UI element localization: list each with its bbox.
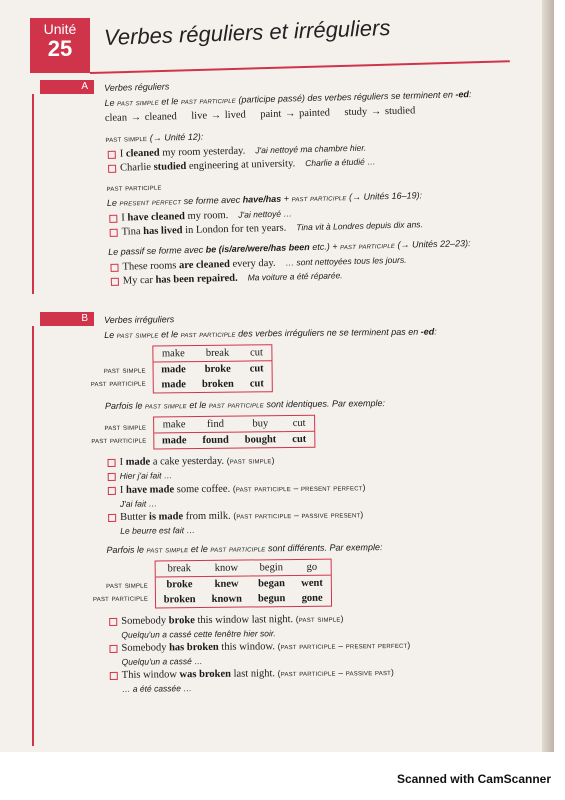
table-cell: make bbox=[154, 417, 195, 433]
text: Parfois le bbox=[104, 400, 143, 411]
term: past participle bbox=[180, 94, 237, 107]
translation: Charlie a étudié … bbox=[305, 156, 376, 169]
text: Somebody bbox=[121, 615, 167, 627]
text: et le bbox=[161, 96, 179, 107]
table-cell: cut bbox=[284, 416, 314, 432]
section-a-tab: A bbox=[40, 80, 94, 94]
section-b-heading: Verbes irréguliers bbox=[104, 314, 175, 325]
tense-tag: (past participle – passive past) bbox=[277, 666, 395, 679]
irregular-table-2-block bbox=[91, 413, 525, 451]
text: my room yesterday. bbox=[162, 145, 246, 159]
text: every day. bbox=[232, 257, 276, 270]
term: past participle bbox=[339, 239, 396, 252]
row-label-past-simple: past simple bbox=[103, 364, 146, 375]
verb: made bbox=[125, 456, 151, 468]
tense-tag: (past participle – present perfect) bbox=[277, 639, 411, 652]
table-cell: know bbox=[203, 560, 250, 576]
irregular-table-3 bbox=[154, 559, 332, 609]
table-cell: buy bbox=[237, 416, 285, 432]
table-cell: known bbox=[211, 593, 242, 605]
section-b-intro: Le past simple et le past participle des verbes irréguliers ne se terminent pas en -ed: bbox=[104, 326, 437, 340]
row-label-past-participle: past participle bbox=[92, 592, 149, 603]
section-b-content bbox=[90, 310, 528, 696]
table-cell: broken bbox=[201, 378, 234, 390]
term: past simple bbox=[146, 544, 189, 555]
unit-ref: (→ Unité 12): bbox=[149, 131, 204, 143]
text: sont identiques. Par exemple: bbox=[266, 398, 386, 410]
text: in London for ten years. bbox=[185, 222, 287, 237]
table-cell: made bbox=[161, 435, 187, 447]
table-cell: broke bbox=[204, 363, 231, 375]
table-cell: made bbox=[161, 379, 186, 391]
unit-badge bbox=[30, 18, 90, 73]
unit-ref: (→ Unités 16–19): bbox=[348, 190, 423, 203]
table-cell: make bbox=[153, 346, 194, 362]
text: These rooms bbox=[122, 260, 177, 273]
table-cell: cut bbox=[241, 345, 271, 361]
table-cell: find bbox=[194, 417, 236, 433]
text: last night. bbox=[233, 668, 276, 680]
table-cell: went bbox=[301, 577, 323, 589]
arrow: → bbox=[210, 110, 222, 122]
translation: J'ai nettoyé ma chambre hier. bbox=[255, 142, 367, 156]
tense-tag: (past simple) bbox=[226, 455, 275, 466]
irregular-table-1-block bbox=[90, 342, 524, 395]
table-cell: made bbox=[161, 364, 186, 376]
text: from milk. bbox=[185, 510, 231, 523]
section-a-heading: Verbes réguliers bbox=[104, 81, 170, 93]
term: past participle bbox=[291, 192, 347, 204]
row-label-past-participle: past participle bbox=[91, 434, 147, 445]
text: Butter bbox=[120, 511, 147, 523]
tense-tag: (past participle – passive present) bbox=[233, 509, 364, 521]
table-cell: begun bbox=[257, 593, 286, 605]
table-cell: bought bbox=[244, 434, 277, 446]
arrow: → bbox=[130, 112, 142, 124]
verb: has lived bbox=[143, 225, 183, 238]
translation: J'ai nettoyé … bbox=[238, 208, 293, 220]
text: se forme avec bbox=[183, 194, 241, 207]
translation: Quelqu'un a cassé … bbox=[121, 655, 203, 667]
row-label-past-participle: past participle bbox=[90, 377, 146, 388]
text: et le bbox=[161, 329, 179, 340]
text: et le bbox=[190, 543, 208, 555]
verb-past: lived bbox=[224, 109, 246, 122]
translation: Ma voiture a été réparée. bbox=[247, 270, 343, 283]
text: sont différents. Par exemple: bbox=[267, 542, 383, 554]
translation: Hier j'ai fait … bbox=[106, 466, 526, 483]
unit-ref: (→ Unités 22–23): bbox=[397, 238, 471, 250]
table-cell: broke bbox=[166, 579, 193, 591]
table-cell: gone bbox=[301, 592, 323, 604]
translation: Le beurre est fait … bbox=[120, 525, 195, 536]
text: this window last night. bbox=[197, 614, 294, 627]
row-labels bbox=[91, 420, 146, 447]
term: past simple bbox=[144, 400, 187, 411]
translation: Quelqu'un a cassé cette fenêtre hier soir. bbox=[121, 628, 276, 640]
irregular-table-1 bbox=[152, 344, 273, 393]
text: etc.) + bbox=[312, 241, 338, 252]
camscanner-watermark: Scanned with CamScanner bbox=[396, 772, 551, 786]
verb-base: study bbox=[344, 106, 368, 119]
text: (participe passé) des verbes réguliers se terminent en bbox=[238, 89, 454, 105]
verb-base: clean bbox=[104, 112, 128, 124]
verb: cleaned bbox=[125, 147, 160, 160]
text: Le bbox=[104, 329, 115, 340]
text: Tina bbox=[121, 226, 141, 238]
verb: studied bbox=[153, 161, 187, 173]
verb-past: cleaned bbox=[144, 111, 177, 124]
text: I bbox=[121, 212, 125, 224]
term: past simple bbox=[116, 329, 159, 340]
suffix: -ed bbox=[420, 326, 435, 337]
verb: have made bbox=[125, 484, 175, 496]
verb-base: paint bbox=[260, 108, 282, 121]
suffix: -ed bbox=[455, 89, 470, 100]
text: I bbox=[119, 484, 124, 496]
text: Le bbox=[106, 197, 118, 208]
text: Parfois le bbox=[106, 544, 145, 555]
text: This window bbox=[121, 669, 177, 681]
verb: are cleaned bbox=[178, 258, 231, 272]
verb-past: painted bbox=[298, 107, 331, 120]
section-b-tab: B bbox=[40, 312, 94, 326]
table-cell: go bbox=[293, 560, 331, 576]
past-participle-label: past participle bbox=[106, 181, 162, 193]
verb: broke bbox=[168, 615, 195, 627]
text: des verbes irréguliers ne se terminent pas en bbox=[238, 326, 419, 339]
tense-tag: (past simple) bbox=[295, 613, 344, 625]
plus: + bbox=[283, 193, 290, 204]
text: my room. bbox=[187, 210, 229, 222]
page-title: Verbes réguliers et irréguliers bbox=[103, 15, 391, 50]
table-cell: broken bbox=[163, 594, 196, 606]
page-curl-edge bbox=[542, 0, 554, 752]
section-a-content bbox=[104, 72, 529, 289]
table-cell: cut bbox=[249, 378, 264, 390]
text: a cake yesterday. bbox=[152, 455, 225, 468]
term: past simple bbox=[105, 132, 148, 144]
arrow: → bbox=[370, 106, 382, 118]
text: My car bbox=[122, 274, 154, 287]
row-label-past-simple: past simple bbox=[106, 579, 148, 590]
text: I bbox=[119, 148, 124, 160]
tense-tag: (past participle – present perfect) bbox=[232, 482, 366, 494]
section-a-margin-line bbox=[32, 94, 34, 294]
verb-past: studied bbox=[384, 105, 416, 118]
term: present perfect bbox=[119, 196, 182, 208]
arrow: → bbox=[284, 108, 296, 120]
text: I bbox=[119, 456, 124, 468]
table-cell: break bbox=[155, 561, 203, 577]
translation: J'ai fait … bbox=[119, 498, 158, 509]
verb: have cleaned bbox=[127, 211, 186, 224]
irregular-table-3-block bbox=[93, 557, 527, 610]
translation: … sont nettoyées tous les jours. bbox=[285, 254, 407, 268]
text: et le bbox=[189, 399, 207, 411]
table-cell: cut bbox=[292, 433, 307, 446]
text: some coffee. bbox=[176, 483, 231, 496]
unit-word: Unité bbox=[43, 21, 77, 37]
verb: is made bbox=[148, 511, 184, 523]
row-label-past-simple: past simple bbox=[104, 421, 147, 432]
text: engineering at university. bbox=[188, 158, 296, 172]
translation: … a été cassée … bbox=[121, 683, 192, 694]
verb: has been repaired. bbox=[155, 272, 238, 286]
irregular-table-2 bbox=[153, 415, 316, 450]
text: this window. bbox=[221, 641, 276, 653]
section-b-margin-line bbox=[32, 326, 34, 746]
auxiliary: have/has bbox=[242, 193, 282, 205]
term: past participle bbox=[180, 328, 236, 340]
table-cell: began bbox=[258, 578, 285, 590]
title-rule bbox=[90, 60, 510, 74]
table-cell: found bbox=[202, 434, 229, 446]
translation: Tina vit à Londres depuis dix ans. bbox=[296, 219, 423, 233]
table-cell: break bbox=[194, 346, 242, 362]
text: Le bbox=[104, 97, 115, 108]
verb: was broken bbox=[179, 668, 232, 681]
text: Somebody bbox=[121, 642, 167, 654]
table-cell: knew bbox=[214, 578, 239, 590]
auxiliary: be bbox=[205, 244, 217, 255]
auxiliary-forms: (is/are/were/has been bbox=[218, 242, 310, 255]
text: Le passif se forme avec bbox=[108, 244, 204, 257]
term: past participle bbox=[208, 399, 264, 410]
row-labels bbox=[90, 350, 145, 390]
section-a-intro: Le past simple et le past participle (participe passé) des verbes réguliers se terminent en -ed: bbox=[104, 89, 472, 108]
table-cell: cut bbox=[249, 363, 264, 375]
text: Charlie bbox=[119, 161, 152, 174]
verb-base: live bbox=[191, 110, 208, 122]
table-cell: begin bbox=[250, 560, 294, 576]
identical-intro bbox=[105, 396, 525, 413]
verb: has broken bbox=[168, 641, 219, 654]
term: past participle bbox=[210, 543, 266, 554]
unit-number: 25 bbox=[47, 36, 73, 61]
row-labels bbox=[93, 565, 148, 605]
term: past simple bbox=[116, 96, 159, 108]
